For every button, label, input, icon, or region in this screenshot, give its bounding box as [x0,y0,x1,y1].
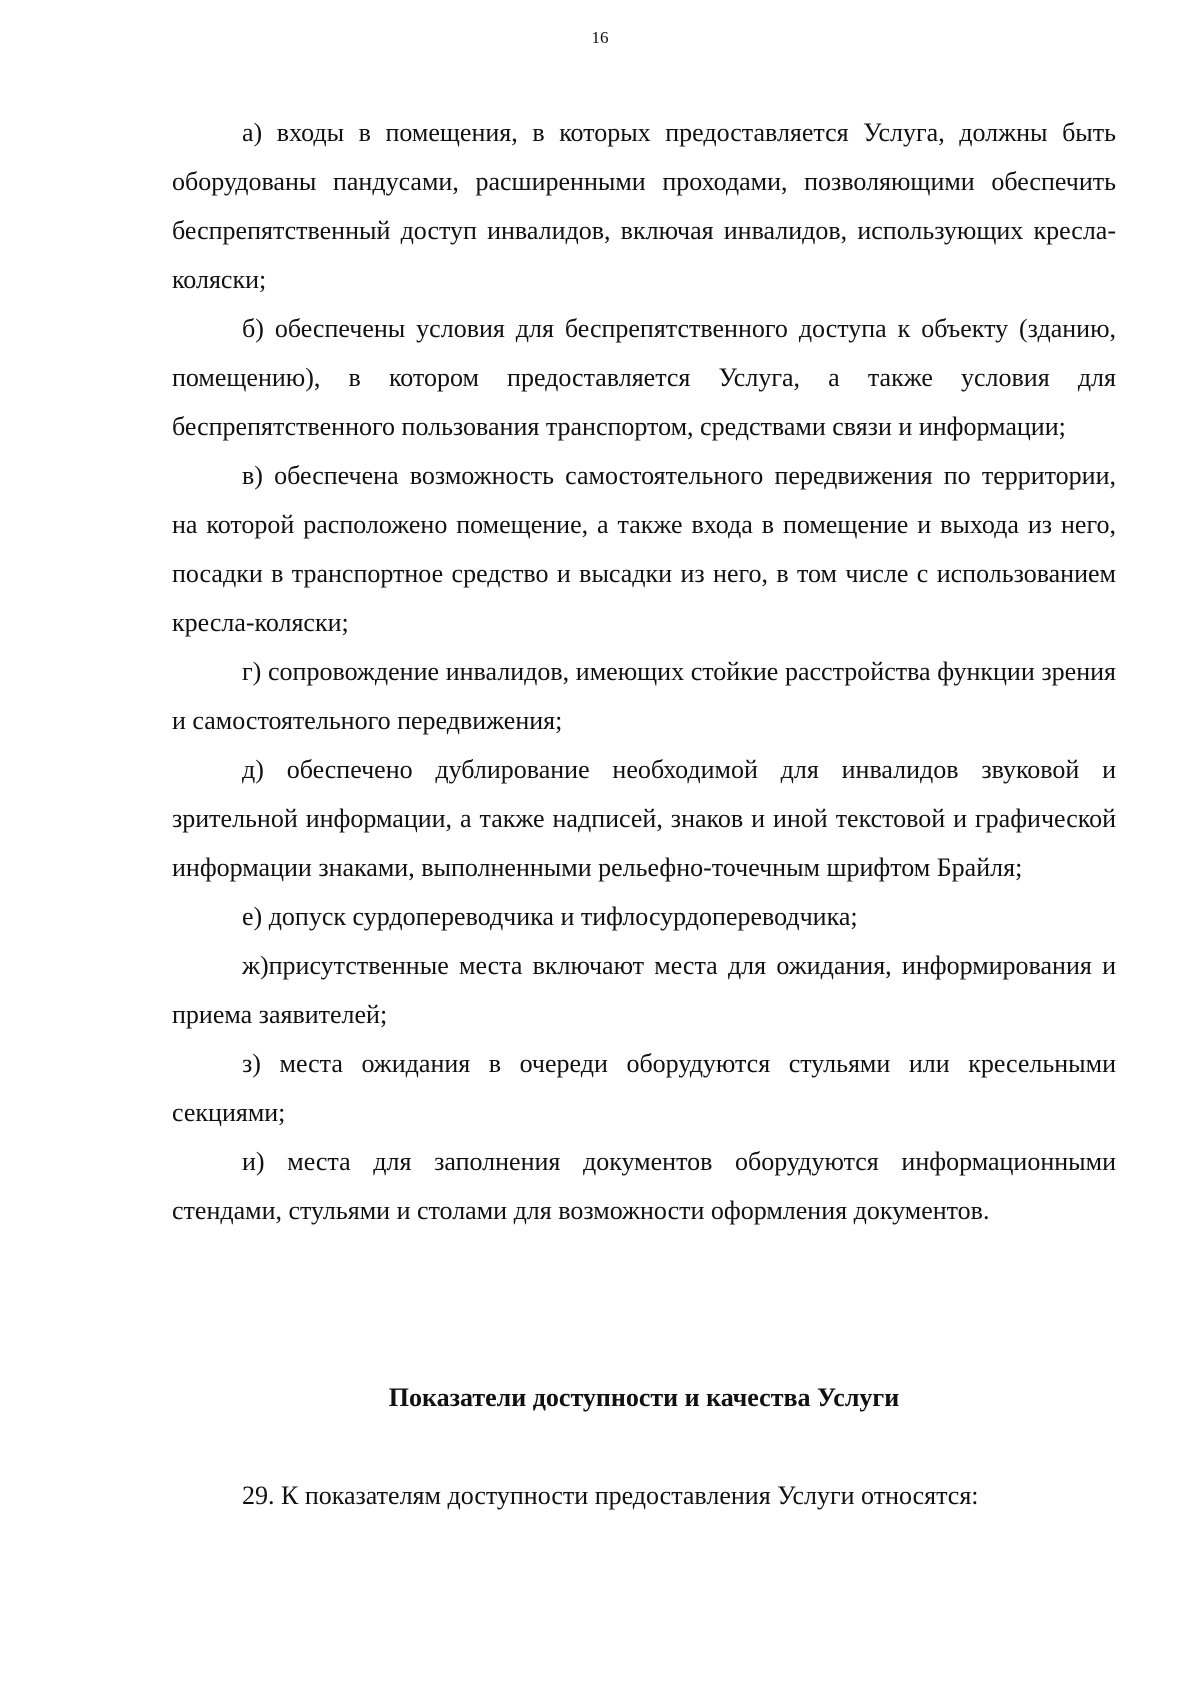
list-item-text: обеспечены условия для беспрепятственного доступа к объекту (зданию, помещению), в котором предоставляется Услуга, а также условия для беспрепятственного пользования транспортом, средствами связи и информации; [172,314,1117,441]
page-number: 16 [591,28,609,47]
list-item-text: входы в помещения, в которых предоставляется Услуга, должны быть оборудованы пандусами, расширенными проходами, позволяющими обеспечить беспрепятственный доступ инвалидов, включая инвалидов, использующих кресла-коляски; [172,118,1116,294]
list-item-zh [172,941,1116,1039]
list-marker: и) [242,1147,265,1176]
list-item-i [172,1137,1116,1235]
section-heading: Показатели доступности и качества Услуги [388,1383,900,1412]
list-marker: д) [242,755,264,784]
list-item-text: присутственные места включают места для ожидания, информирования и приема заявителей; [172,951,1116,1029]
list-item-z [172,1039,1116,1137]
list-item-text: допуск сурдопереводчика и тифлосурдопереводчика; [268,902,858,931]
list-item-text: сопровождение инвалидов, имеющих стойкие расстройства функции зрения и самостоятельного передвижения; [172,657,1117,735]
numbered-item-29 [172,1476,1116,1516]
list-item-text: обеспечено дублирование необходимой для инвалидов звуковой и зрительной информации, а также надписей, знаков и иной текстовой и графической информации знаками, выполненными рельефно-точечным шрифтом Брайля; [172,755,1117,882]
list-marker: е) [242,902,263,931]
list-marker: а) [242,118,263,147]
list-item-text: места ожидания в очереди оборудуются стульями или кресельными секциями; [172,1049,1117,1127]
item-text: К показателям доступности предоставления Услуги относятся: [281,1481,979,1510]
list-item-g [172,647,1116,745]
list-item-text: обеспечена возможность самостоятельного передвижения по территории, на которой расположено помещение, а также входа в помещение и выхода из него, посадки в транспортное средство и высадки из него, в том числе с использованием кресла-коляски; [172,461,1116,637]
list-marker: в) [242,461,263,490]
list-item-v [172,451,1116,647]
list-item-text: места для заполнения документов оборудуются информационными стендами, стульями и столами для возможности оформления документов. [172,1147,1116,1225]
list-marker: г) [242,657,262,686]
list-item-b [172,304,1116,451]
list-marker: ж) [242,951,269,980]
item-number: 29. [242,1481,275,1510]
list-marker: з) [242,1049,261,1078]
list-item-d [172,745,1116,892]
document-body [172,108,1116,1235]
list-item-e [172,892,1116,941]
list-item-a [172,108,1116,304]
list-marker: б) [242,314,264,343]
